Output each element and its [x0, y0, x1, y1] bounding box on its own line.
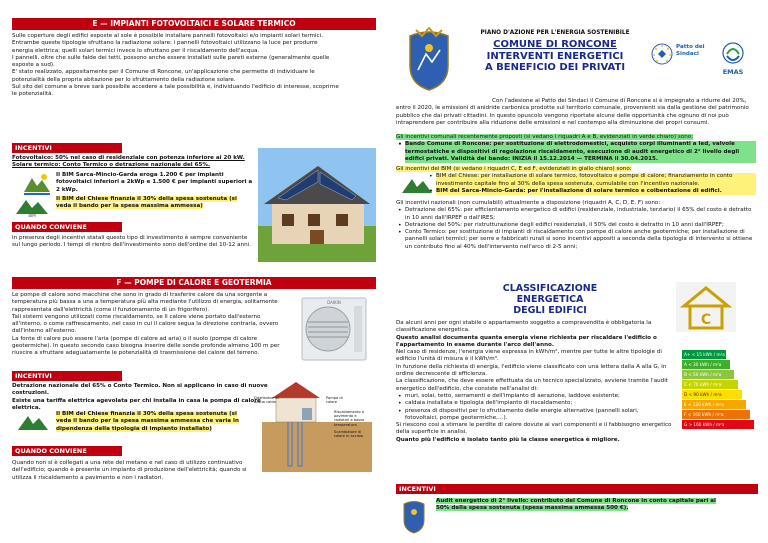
class-paragraph: Questo analisi documenta quanta energia viene richiesta per riscaldare l'edificio o l'appartamento in esame durante l'arco dell'anno.: [396, 334, 657, 348]
diagram-label: Riscaldamento a pavimento e radiatori a bassa temperatura: [334, 410, 365, 427]
cover-title-line: COMUNE DI RONCONE: [493, 39, 617, 50]
nazionali-item: • Detrazione del 50%: per ristrutturazione degli edifici residenziali, il 50% del costo è detratto in 10 anni dall'IRPEF;: [405, 222, 756, 229]
house-class-letter: C: [700, 312, 712, 328]
nazionali-item: • Detrazione del 65%: per efficientamento energetico di edifici (residenziale, industriale, terziario) il 65% del costo è detratto in 10 anni dall'IRPEF o dall'IRES;: [405, 207, 756, 222]
cover-title: [470, 39, 640, 74]
energy-class-row: G > 160 kWh / m²a: [682, 420, 754, 429]
emas-logo-icon: [718, 40, 748, 70]
comunali-block: [396, 134, 756, 163]
audit-item: • presenza di dispositivi per lo sfruttamento delle energie alternative (pannelli solari, fotovoltaici, pompe geotermiche,…).: [405, 408, 672, 423]
classification-incentives-text: Audit energetico di 2° livello: contributo del Comune di Roncone in conto capitale pari al 50% della spesa sostenuta (spesa massima ammessa 500 €).: [436, 498, 716, 512]
nazionali-block: [396, 200, 756, 251]
bim-sarca-text: Il BIM Sarca-Mincio-Garda eroga 1.200 € per impianti fotovoltaici inferiori a 2kWp e 1.500 € per impianti superiori a 2 kWp.: [56, 172, 253, 193]
energy-class-row: F < 160 kWh / m²a: [682, 410, 750, 419]
incentive-line: Detrazione nazionale del 65% o Conto Termico. Non si applicano in caso di nuove costruzioni.: [12, 383, 268, 397]
diagram-label: Scambiatore di calore in acciaio: [334, 430, 364, 439]
energy-class-scale: [682, 350, 758, 430]
cover-intro: Con l'adesione al Patto dei Sindaci il Comune di Roncone si è impegnato a ridurre del 20%, entro il 2020, le emissioni di anidride carbonica prodotte sul territorio comunale, provenienti sia dalla gestione del patrimonio pubblico che dai privati cittadini. In questo opuscolo vengono riportate alcune delle opportunità che ognuno di noi può intraprendere per contribuire alla riduzione delle emissioni e nel contempo alla diminuzione dei propri consumi.: [396, 98, 749, 126]
plan-label: PIANO D'AZIONE PER L'ENERGIA SOSTENIBILE: [480, 30, 630, 36]
roncone-coat-of-arms-icon: [402, 26, 456, 92]
comune-logo-small-icon: [400, 498, 428, 534]
bim-logo-icon: [400, 175, 434, 197]
intro-paragraph: Tali sistemi vengono utilizzati come riscaldamento, se il calore viene portato dall'esterno all'interno, o come raffrescamento, nel caso in cui il calore segua la direzione contraria, ovvero dall'interno all'esterno.: [12, 313, 279, 335]
pv-incentive: Fotovoltaico: 50% nel caso di residenziale con potenza inferiore ai 20 kW.: [12, 155, 245, 161]
section-f-incentives: [12, 383, 282, 412]
classification-incentives-bar: INCENTIVI: [396, 484, 758, 494]
emas-label: EMAS: [722, 68, 744, 76]
classification-title: CLASSIFICAZIONE ENERGETICA DEGLI EDIFICI: [502, 283, 598, 316]
heat-pump-photo: [298, 292, 370, 366]
patto-label: Patto dei Sindaci: [676, 44, 705, 57]
bim-chiese-logo-icon: [14, 196, 50, 218]
section-f-when-bar: QUANDO CONVIENE: [12, 446, 122, 456]
cover-title-line: INTERVENTI ENERGETICI: [486, 50, 624, 62]
incentive-line: Esiste una tariffa elettrica agevolata per chi installa in casa la pompa di calore elettrica.: [12, 397, 261, 411]
bim-intro: Gli incentivi dei BIM (si vedano i riquadri C, E ed F, evidenziati in giallo chiaro) sono:: [396, 166, 632, 172]
section-e-incentives-bar: INCENTIVI: [12, 143, 122, 153]
section-f-bim-chiese: Il BIM del Chiese finanzia il 30% della spesa sostenuta (si veda il bando per la spesa massima ammessa che varia in dipendenza della tipologia di impianto installato): [56, 411, 239, 432]
section-f-intro: [12, 292, 286, 358]
section-e-when-text: In presenza degli incentivi statali questo tipo di investimento è sempre conveniente sul lungo periodo. I tempi di rientro dell'investimento sono dell'ordine dei 10-12 anni.: [12, 235, 251, 249]
intro-paragraph: I pannelli, oltre che sulle falde dei tetti, possono anche essere installati sulle pareti esterne (generalmente quelle esposte a sud).: [12, 54, 330, 69]
section-e-intro: [12, 33, 340, 99]
cover-title-line: A BENEFICIO DEI PRIVATI: [484, 62, 626, 73]
bim-sarca-logo-icon: [22, 172, 52, 198]
intro-paragraph: La fonte di calore può essere l'aria (pompe di calore ad aria) o il suolo (pompe di calore geotermiche). In questo secondo caso bisogna inserire delle sonde profonde almeno 100 m per riuscire a sfruttare adeguatamente le potenzialità di trasmissione del calore del terreno.: [12, 335, 280, 357]
pv-house-photo: [258, 148, 376, 262]
section-f-when-text: Quando non si è collegati a una rete del metano e nel caso di utilizzo continuativo dell'edificio; quando è presente un impianto di produzione dell'elettricità; quando si utilizza il riscaldamento a pavimento e non i radiatori.: [12, 460, 247, 481]
bim-item: • BIM del Chiese: per installazione di solare termico, fotovoltaico e pompe di calore; finanziamento in conto investimento capitale fino al 30% della spesa sostenuta, cumulabile con l'incentivo nazionale.: [436, 173, 756, 188]
class-paragraph: Si riescono così a stimare le perdite di calore dovute ai vari componenti e il fabbisogno energetico della superficie in analisi.: [396, 422, 672, 436]
bim-chiese-logo-icon: [16, 412, 50, 434]
bim-block: [396, 166, 756, 195]
section-e-header: E — IMPIANTI FOTOVOLTAICI E SOLARE TERMICO: [12, 18, 376, 30]
bim-chiese-text: Il BIM del Chiese finanzia il 30% della spesa sostenuta (si veda il bando per la spesa massima ammessa): [56, 196, 237, 210]
energy-class-row: C < 70 kWh / m²a: [682, 380, 738, 389]
audit-item: • caldaia installata e tipologia dell'impianto di riscaldamento;: [405, 400, 672, 407]
bim-item: • BIM del Sarca-Mincio-Garda: per l'installazione di solare termico e coibentazione di edifici.: [436, 188, 756, 195]
solar-incentive: Solare termico: Conto Termico o detrazione nazionale del 65%.: [12, 162, 211, 169]
intro-paragraph: Le pompe di calore sono macchine che sono in grado di trasferire calore da una sorgente a temperatura più bassa a una a temperatura più alta mediante l'utilizzo di energia, solitamente rappresentata dall'elettricità (come il funzionamento di un frigorifero).: [12, 292, 278, 313]
class-paragraph: La classificazione, che deve essere effettuata da un tecnico specializzato, avviene tramite l'audit energetico dell'edificio, che consiste nell'analisi di:: [396, 378, 668, 392]
diagram-label: Distributori di acqua calda: [254, 396, 279, 405]
intro-paragraph: Sulle coperture degli edifici esposte al sole è possibile installare pannelli fotovoltaici e/o impianti solari termici.: [12, 33, 323, 39]
comunali-intro: Gli incentivi comunali recentemente proposti (si vedano i riquadri A e B, evidenziati in verde chiaro) sono:: [396, 134, 694, 140]
class-paragraph: Nel caso di residenze, l'energia viene espressa in kWh/m², mentre per tutte le altre tipologie di edificio l'unità di misura è il kWh/m³.: [396, 349, 662, 363]
intro-paragraph: Sul sito del comune a breve sarà possibile accedere a tale possibilità e, individuando l'edificio di interesse, scoprirne le potenzialità.: [12, 84, 339, 98]
svg-text:DAIKIN: DAIKIN: [327, 300, 341, 305]
intro-paragraph: Entrambe queste tipologie sfruttano la radiazione solare: i pannelli fotovoltaici utilizzano la luce per produrre energia elettrica; quelli solari termici invece lo sfruttano per il riscaldamento dell'acqua.: [12, 40, 318, 54]
energy-class-row: B < 50 kWh / m²a: [682, 370, 734, 379]
class-house-icon: [676, 282, 736, 332]
svg-text:BIM: BIM: [28, 213, 36, 218]
energy-class-row: E < 120 kWh / m²a: [682, 400, 746, 409]
nazionali-item: • Conto Termico: per sostituzione di impianti di riscaldamento con pompe di calore anche geotermiche; per installazione di pannelli solari termici; per serre e fabbricati rurali si sono incentivi appositi a seconda della tipologia di intervento si ottiene un contributo fino al 40% dell'intervento nell'arco di 2-5 anni;: [405, 229, 756, 251]
diagram-label: Pompa di calore: [326, 396, 343, 405]
section-f-incentives-bar: INCENTIVI: [12, 371, 122, 381]
section-e-incentives: [12, 155, 257, 170]
energy-class-row: A+ < 15 kWh / m²a: [684, 352, 725, 357]
class-paragraph: In funzione della richiesta di energia, l'edificio viene classificato con una lettera dalla A alla G, in ordine decrescente di efficienza.: [396, 363, 667, 378]
section-e-when-bar: QUANDO CONVIENE: [12, 222, 122, 232]
energy-class-row: D < 90 kWh / m²a: [682, 390, 742, 399]
class-paragraph: Da alcuni anni per ogni stabile o appartamento soggetto a compravendita è obbligatoria la classificazione energetica.: [396, 320, 652, 334]
energy-class-row: A < 30 kWh / m²a: [682, 360, 730, 369]
nazionali-intro: Gli incentivi nazionali (non cumulabili) attualmente a disposizione (riquadri A, C, D, E, F) sono:: [396, 200, 661, 206]
section-f-header: F — POMPE DI CALORE E GEOTERMIA: [12, 277, 376, 289]
intro-paragraph: E' stato realizzato, appositamente per il Comune di Roncone, un'applicazione che permette di individuare le potenzialità della propria abitazione per lo sfruttamento della radiazione solare.: [12, 69, 315, 83]
classification-text: [396, 320, 672, 444]
audit-item: • muri, solai, tetto, serramenti e dell'impianto di aerazione, laddove esistente;: [405, 393, 672, 400]
class-paragraph: Quanto più l'edificio è isolato tanto più la classe energetica è migliore.: [396, 436, 620, 443]
comunali-item: • Bando Comune di Roncone: per sostituzione di elettrodomestici, acquisto corpi illuminanti a led, valvole termostatiche e dispositivi di regolazione riscaldamento, esecuzione di audit energetico di 2° livello degli edifici privati. Validità del bando: INIZIA il 15.12.2014 — TERMINA il 30.04.2015.: [405, 141, 756, 163]
